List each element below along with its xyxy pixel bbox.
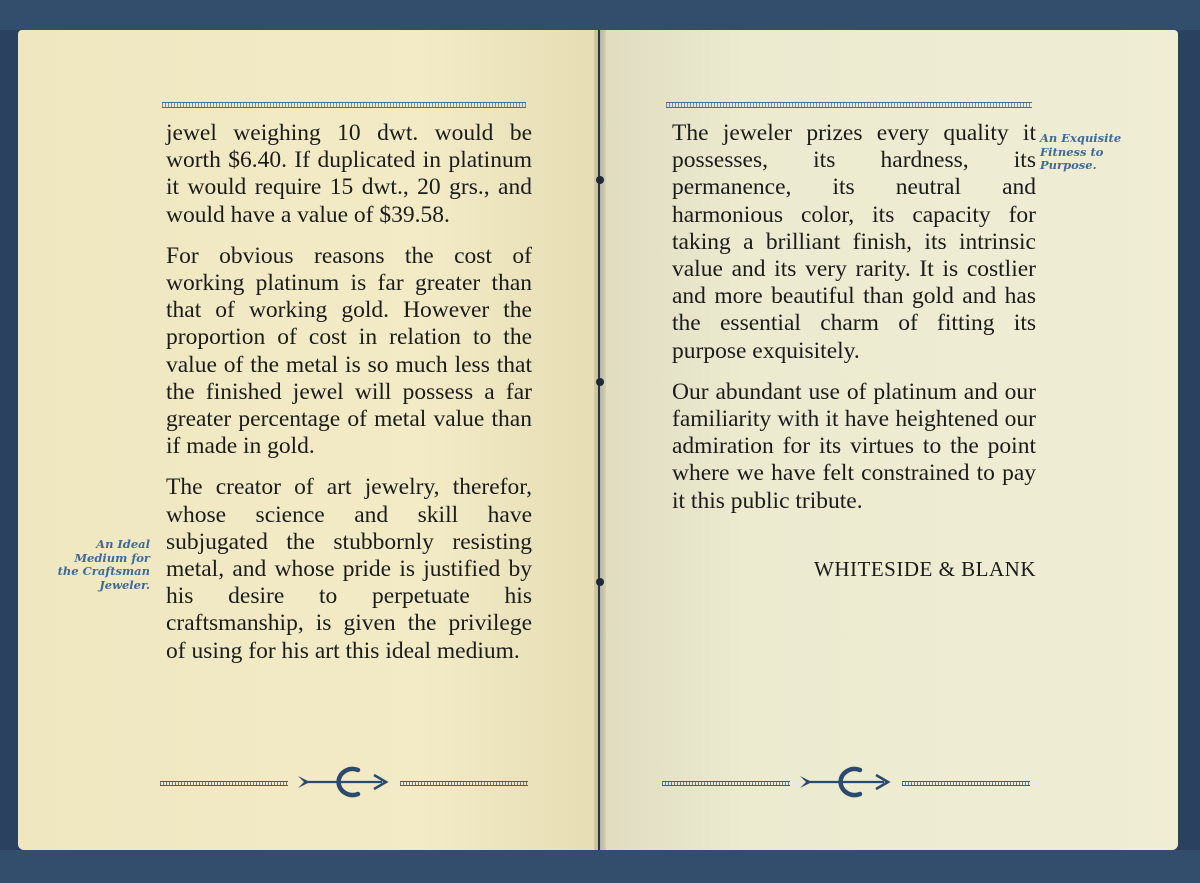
right-paragraph-2: Our abundant use of platinum and our familiarity with it have heightened our admiration for its virtues to the point where we have felt constrained to pay it this public tribute. — [672, 378, 1036, 514]
left-paragraph-2: For obvious reasons the cost of working platinum is far greater than that of working gold. However the proportion of cost in relation to the value of the metal is so much less that the finished jewel will possess a far greater percentage of metal value than if made in gold. — [166, 242, 532, 460]
left-page — [18, 30, 598, 850]
right-ornament-line-left — [662, 781, 790, 786]
right-margin-note: An Exquisite Fitness to Purpose. — [1040, 131, 1122, 172]
right-body-text — [672, 120, 1036, 529]
signature: WHITESIDE & BLANK — [814, 557, 1036, 581]
left-body-text — [166, 120, 532, 679]
left-margin-note: An Ideal Medium for the Craftsman Jeweler. — [57, 537, 150, 592]
right-page — [600, 30, 1178, 850]
book-gutter — [594, 30, 606, 850]
right-paragraph-1: The jeweler prizes every quality it possesses, its hardness, its permanence, its neutral and harmonious color, its capacity for taking a brilliant finish, its intrinsic value and its very rarity. It is costlier and more beautiful than gold and has the essential charm of fitting its purpose exquisitely. — [672, 120, 1036, 364]
left-top-rule — [162, 102, 526, 108]
left-ornament-line-right — [400, 781, 528, 786]
left-ornament-line-left — [160, 781, 288, 786]
right-footer-ornament — [662, 762, 1032, 802]
left-paragraph-1: jewel weighing 10 dwt. would be worth $6.40. If duplicated in platinum it would require 15 dwt., 20 grs., and would have a value of $39.58. — [166, 120, 532, 228]
arrow-crescent-ornament-icon — [796, 762, 896, 802]
binding-staple-bottom — [596, 578, 604, 586]
arrow-crescent-ornament-icon — [294, 762, 394, 802]
cover-edge-bottom — [0, 850, 1200, 883]
binding-staple-top — [596, 176, 604, 184]
left-footer-ornament — [160, 762, 530, 802]
left-paragraph-3: The creator of art jewelry, therefor, whose science and skill have subjugated the stubbornly resisting metal, and whose pride is justified by his desire to perpetuate his craftsmanship, is given the privilege of using for his art this ideal medium. — [166, 474, 532, 664]
binding-staple-middle — [596, 378, 604, 386]
right-top-rule — [666, 102, 1032, 108]
right-ornament-line-right — [902, 781, 1030, 786]
cover-edge-top — [0, 0, 1200, 30]
